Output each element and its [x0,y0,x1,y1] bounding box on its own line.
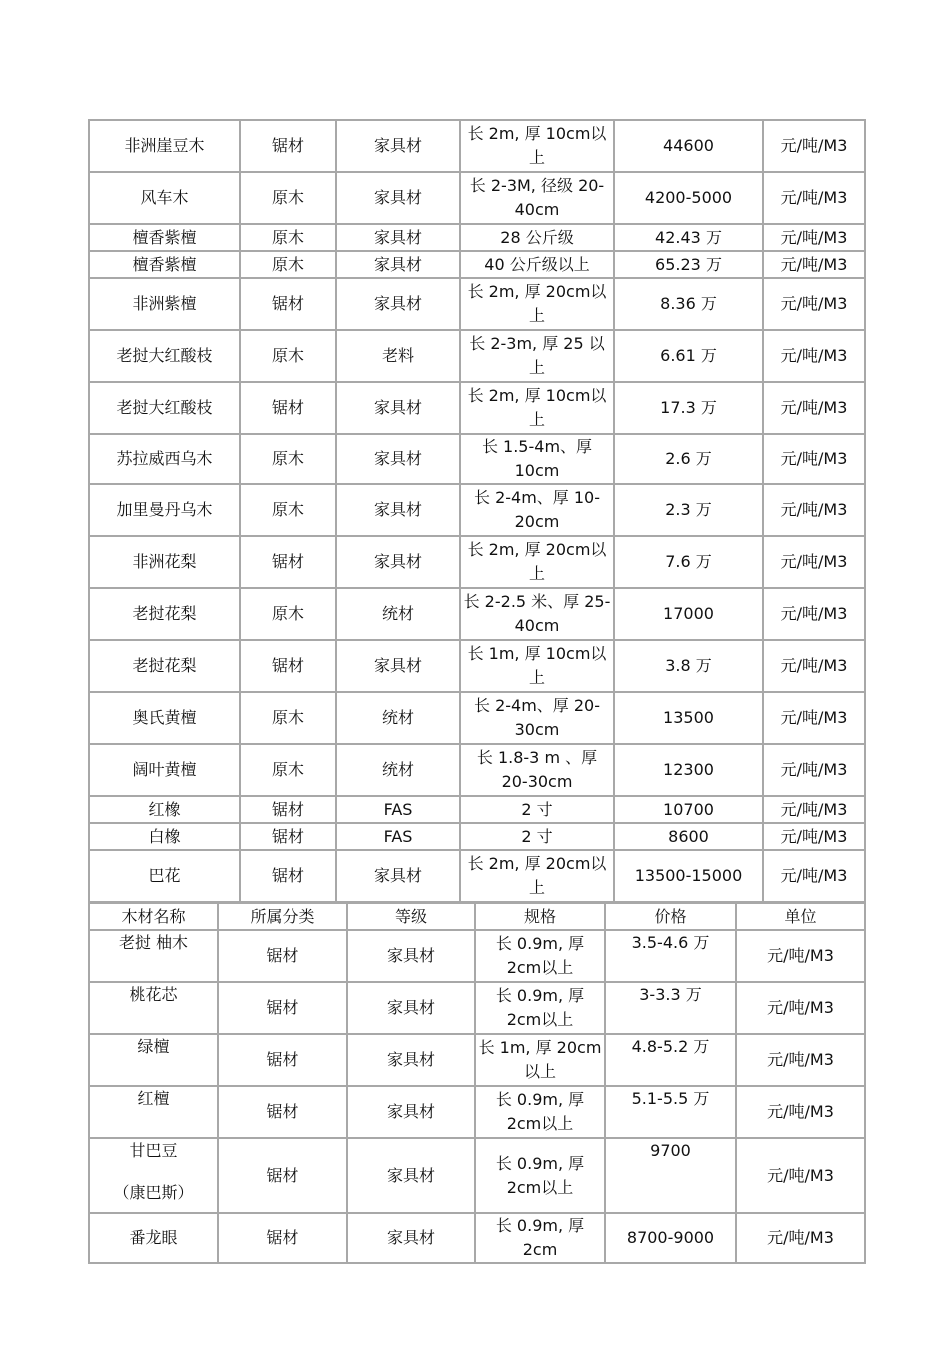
table-row [89,850,865,902]
cell-grade: 家具材 [336,251,460,278]
cell-price: 4200-5000 [614,172,763,224]
cell-category: 锯材 [218,930,347,982]
cell-price: 3-3.3 万 [605,982,736,1034]
cell-spec: 2 寸 [460,796,614,823]
cell-name: 苏拉威西乌木 [89,434,240,484]
cell-spec: 长 0.9m, 厚 2cm以上 [475,1086,605,1138]
cell-category: 原木 [240,692,336,744]
table-row [89,982,865,1034]
cell-price: 13500 [614,692,763,744]
table-row [89,536,865,588]
cell-name: 绿檀 [89,1034,218,1086]
cell-price: 6.61 万 [614,330,763,382]
cell-category: 锯材 [218,1138,347,1213]
cell-category: 锯材 [240,640,336,692]
cell-price: 10700 [614,796,763,823]
cell-grade: 家具材 [336,224,460,251]
table-row [89,120,865,172]
cell-grade: 家具材 [336,434,460,484]
cell-grade: 统材 [336,744,460,796]
cell-grade: 家具材 [336,536,460,588]
cell-spec: 长 2-2.5 米、厚 25-40cm [460,588,614,640]
cell-unit: 元/吨/M3 [736,1213,865,1263]
table-row [89,796,865,823]
cell-name: 非洲崖豆木 [89,120,240,172]
cell-unit: 元/吨/M3 [736,930,865,982]
cell-category: 锯材 [240,796,336,823]
cell-spec: 长 2-3M, 径级 20-40cm [460,172,614,224]
cell-name-line2: （康巴斯） [113,1183,194,1202]
cell-name: 非洲紫檀 [89,278,240,330]
cell-unit: 元/吨/M3 [763,224,865,251]
cell-unit: 元/吨/M3 [763,251,865,278]
cell-grade: 家具材 [336,640,460,692]
cell-grade: 家具材 [336,382,460,434]
cell-name: 红檀 [89,1086,218,1138]
table-row [89,434,865,484]
cell-spec: 长 0.9m, 厚 2cm [475,1213,605,1263]
table-row [89,172,865,224]
cell-name: 老挝 柚木 [89,930,218,982]
cell-name [89,1138,218,1213]
cell-name: 巴花 [89,850,240,902]
cell-price: 17.3 万 [614,382,763,434]
cell-price: 65.23 万 [614,251,763,278]
cell-grade: 家具材 [336,850,460,902]
wood-price-table-2 [88,902,866,1264]
table-row [89,692,865,744]
cell-spec: 长 1.5-4m、厚 10cm [460,434,614,484]
table-row [89,330,865,382]
cell-grade: 家具材 [336,172,460,224]
cell-unit: 元/吨/M3 [763,120,865,172]
cell-grade: 家具材 [347,1213,475,1263]
cell-unit: 元/吨/M3 [763,692,865,744]
cell-category: 原木 [240,330,336,382]
cell-spec: 28 公斤级 [460,224,614,251]
cell-unit: 元/吨/M3 [763,744,865,796]
cell-unit: 元/吨/M3 [763,330,865,382]
cell-category: 原木 [240,434,336,484]
cell-unit: 元/吨/M3 [763,536,865,588]
cell-unit: 元/吨/M3 [763,823,865,850]
cell-spec: 长 0.9m, 厚 2cm以上 [475,1138,605,1213]
cell-category: 锯材 [240,823,336,850]
cell-spec: 长 1m, 厚 10cm以上 [460,640,614,692]
cell-grade: FAS [336,823,460,850]
cell-name: 加里曼丹乌木 [89,484,240,536]
cell-spec: 长 1.8-3 m 、厚 20-30cm [460,744,614,796]
cell-grade: 家具材 [336,278,460,330]
cell-category: 锯材 [218,982,347,1034]
cell-price: 4.8-5.2 万 [605,1034,736,1086]
cell-category: 锯材 [240,382,336,434]
cell-category: 锯材 [240,278,336,330]
wood-price-table-1 [88,119,866,903]
cell-category: 锯材 [218,1034,347,1086]
cell-spec: 长 2-4m、厚 20-30cm [460,692,614,744]
cell-grade: 家具材 [347,1034,475,1086]
cell-name: 非洲花梨 [89,536,240,588]
table-header-row [89,903,865,930]
cell-grade: 老料 [336,330,460,382]
table-row [89,744,865,796]
cell-spec: 长 2m, 厚 20cm以上 [460,850,614,902]
cell-name: 老挝花梨 [89,640,240,692]
cell-name: 白橡 [89,823,240,850]
table-row [89,1034,865,1086]
cell-grade: FAS [336,796,460,823]
cell-name: 阔叶黄檀 [89,744,240,796]
cell-price: 5.1-5.5 万 [605,1086,736,1138]
cell-name: 风车木 [89,172,240,224]
header-grade: 等级 [347,903,475,930]
cell-category: 锯材 [240,536,336,588]
cell-grade: 家具材 [336,484,460,536]
cell-unit: 元/吨/M3 [763,484,865,536]
cell-grade: 家具材 [347,1086,475,1138]
cell-price: 3.5-4.6 万 [605,930,736,982]
cell-category: 锯材 [240,850,336,902]
cell-category: 原木 [240,251,336,278]
cell-name-line1: 甘巴豆 [129,1141,178,1160]
price-sheet [88,119,864,1264]
cell-category: 锯材 [218,1213,347,1263]
table-row [89,930,865,982]
cell-category: 原木 [240,172,336,224]
table-row [89,251,865,278]
table-row [89,1086,865,1138]
cell-spec: 长 1m, 厚 20cm以上 [475,1034,605,1086]
cell-unit: 元/吨/M3 [763,640,865,692]
cell-price: 44600 [614,120,763,172]
table-row [89,823,865,850]
cell-unit: 元/吨/M3 [763,588,865,640]
cell-unit: 元/吨/M3 [763,172,865,224]
cell-unit: 元/吨/M3 [763,278,865,330]
table-row [89,588,865,640]
cell-name: 老挝大红酸枝 [89,382,240,434]
cell-grade: 家具材 [347,1138,475,1213]
cell-category: 原木 [240,224,336,251]
cell-spec: 40 公斤级以上 [460,251,614,278]
cell-spec: 长 0.9m, 厚 2cm以上 [475,930,605,982]
cell-category: 原木 [240,744,336,796]
cell-spec: 长 2m, 厚 10cm以上 [460,120,614,172]
cell-unit: 元/吨/M3 [736,1138,865,1213]
table-row [89,484,865,536]
cell-category: 锯材 [218,1086,347,1138]
cell-price: 13500-15000 [614,850,763,902]
cell-spec: 长 2-4m、厚 10-20cm [460,484,614,536]
cell-price: 17000 [614,588,763,640]
header-name: 木材名称 [89,903,218,930]
cell-price: 42.43 万 [614,224,763,251]
cell-category: 锯材 [240,120,336,172]
table-row [89,382,865,434]
cell-price: 8700-9000 [605,1213,736,1263]
cell-price: 2.6 万 [614,434,763,484]
cell-spec: 长 2m, 厚 20cm以上 [460,278,614,330]
cell-name: 番龙眼 [89,1213,218,1263]
cell-spec: 长 2-3m, 厚 25 以上 [460,330,614,382]
cell-spec: 2 寸 [460,823,614,850]
cell-name: 红橡 [89,796,240,823]
header-price: 价格 [605,903,736,930]
cell-name: 奥氏黄檀 [89,692,240,744]
cell-category: 原木 [240,484,336,536]
cell-price: 8600 [614,823,763,850]
cell-grade: 家具材 [347,982,475,1034]
cell-name: 檀香紫檀 [89,224,240,251]
cell-unit: 元/吨/M3 [763,382,865,434]
cell-unit: 元/吨/M3 [736,982,865,1034]
cell-price: 7.6 万 [614,536,763,588]
cell-category: 原木 [240,588,336,640]
table-row [89,640,865,692]
header-unit: 单位 [736,903,865,930]
cell-price: 2.3 万 [614,484,763,536]
cell-unit: 元/吨/M3 [763,434,865,484]
cell-grade: 家具材 [336,120,460,172]
cell-price: 8.36 万 [614,278,763,330]
table-row [89,1213,865,1263]
cell-price: 3.8 万 [614,640,763,692]
cell-grade: 统材 [336,692,460,744]
cell-unit: 元/吨/M3 [763,796,865,823]
cell-price: 12300 [614,744,763,796]
table-row [89,1138,865,1213]
cell-name: 老挝花梨 [89,588,240,640]
cell-name: 桃花芯 [89,982,218,1034]
cell-spec: 长 0.9m, 厚 2cm以上 [475,982,605,1034]
cell-unit: 元/吨/M3 [763,850,865,902]
table-row [89,224,865,251]
header-spec: 规格 [475,903,605,930]
cell-spec: 长 2m, 厚 20cm以上 [460,536,614,588]
cell-price: 9700 [605,1138,736,1213]
cell-unit: 元/吨/M3 [736,1034,865,1086]
cell-unit: 元/吨/M3 [736,1086,865,1138]
table-row [89,278,865,330]
cell-spec: 长 2m, 厚 10cm以上 [460,382,614,434]
cell-name: 檀香紫檀 [89,251,240,278]
cell-grade: 统材 [336,588,460,640]
header-category: 所属分类 [218,903,347,930]
cell-grade: 家具材 [347,930,475,982]
cell-name: 老挝大红酸枝 [89,330,240,382]
